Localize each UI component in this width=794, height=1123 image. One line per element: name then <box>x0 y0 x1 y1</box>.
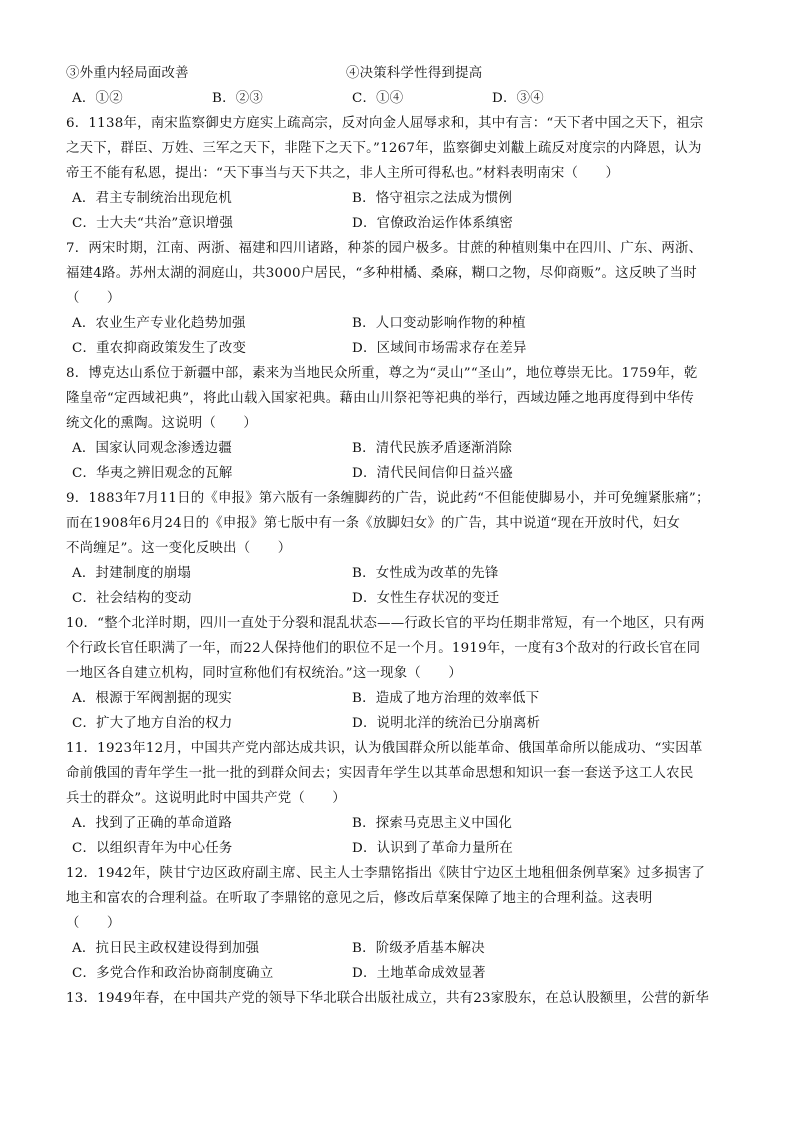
q9-options-row <box>66 586 742 611</box>
q7-stem-line: 7．两宋时期，江南、两浙、福建和四川诸路，种茶的园户极多。甘蔗的种植则集中在四川、广东、两浙、 <box>66 241 703 256</box>
q11-options-row <box>66 811 742 836</box>
q7-option: B．人口变动影响作物的种植 <box>352 316 526 331</box>
q11-option: C．以组织青年为中心任务 <box>72 841 233 856</box>
q6-options-row <box>66 211 742 236</box>
q8-option: D．清代民间信仰日益兴盛 <box>352 466 514 481</box>
q10-stem-line: 10．“整个北洋时期，四川一直处于分裂和混乱状态——行政长官的平均任期非常短，有一个地区，只有两 <box>66 616 705 631</box>
q9-option: D．女性生存状况的变迁 <box>352 591 500 606</box>
q9-stem-line: 9．1883年7月11日的《申报》第六版有一条缠脚药的广告，说此药“不但能使脚易小，并可免缠紧胀痛”； <box>66 491 710 506</box>
q9-options-row <box>66 561 742 586</box>
q8-stem-line: 隆皇帝“定西域祀典”，将此山载入国家祀典。藉由山川祭祀等祀典的举行，西域边陲之地再度得到中华传 <box>66 391 695 406</box>
q6-option: A．君主专制统治出现危机 <box>72 191 232 206</box>
q7-option: D．区域间市场需求存在差异 <box>352 341 527 356</box>
q12-stem-line: （ ） <box>66 916 121 931</box>
q5-choices-row <box>66 86 742 111</box>
q6-stem-line: 6．1138年，南宋监察御史方庭实上疏高宗，反对向金人屈辱求和，其中有言：“天下者中国之天下，祖宗 <box>66 116 704 131</box>
q5-option-3: ③外重内轻局面改善 <box>66 66 189 81</box>
q10-option: A．根源于军阀割据的现实 <box>72 691 232 706</box>
q5-choice-b: B．②③ <box>212 91 264 106</box>
q8-option: C．华夷之辨旧观念的瓦解 <box>72 466 233 481</box>
q8-options-row <box>66 461 742 486</box>
q8-option: B．清代民族矛盾逐渐消除 <box>352 441 513 456</box>
q11-options-row <box>66 836 742 861</box>
q9-stem-line: 而在1908年6月24日的《申报》第七版中有一条《放脚妇女》的广告，其中说道“现在开放时代，妇女 <box>66 516 681 531</box>
q9-stem-line: 不尚缠足”。这一变化反映出（ ） <box>66 541 292 556</box>
q10-option: B．造成了地方治理的效率低下 <box>352 691 540 706</box>
q8-options-row <box>66 436 742 461</box>
q13-stem-line: 13．1949年春，在中国共产党的领导下华北联合出版社成立，共有23家股东，在总认股额里，公营的新华 <box>66 991 710 1006</box>
q11-option: B．探索马克思主义中国化 <box>352 816 513 831</box>
q5-choice-a: A．①② <box>72 91 123 106</box>
q7-option: C．重农抑商政策发生了改变 <box>72 341 247 356</box>
q8-stem-line: 8．博克达山系位于新疆中部，素来为当地民众所重，尊之为“灵山”“圣山”，地位尊崇无比。1759年，乾 <box>66 366 698 381</box>
q12-options-row <box>66 936 742 961</box>
exam-page <box>66 61 742 1011</box>
q10-options-row <box>66 711 742 736</box>
q6-option: B．恪守祖宗之法成为惯例 <box>352 191 513 206</box>
q12-option: A．抗日民主政权建设得到加强 <box>72 941 260 956</box>
q11-stem-line: 兵士的群众”。这说明此时中国共产党（ ） <box>66 791 346 806</box>
q11-option: D．认识到了革命力量所在 <box>352 841 514 856</box>
q9-option: A．封建制度的崩塌 <box>72 566 192 581</box>
q12-option: B．阶级矛盾基本解决 <box>352 941 485 956</box>
q6-option: C．士大夫“共治”意识增强 <box>72 216 234 231</box>
q6-option: D．官僚政治运作体系缜密 <box>352 216 514 231</box>
q10-stem-line: 个行政长官任职满了一年，而22人保持他们的职位不足一个月。1919年，一度有3个敌对的行政长官在同 <box>66 641 701 656</box>
question-list <box>66 111 742 1011</box>
q12-option: D．土地革命成效显著 <box>352 966 486 981</box>
q9-option: B．女性成为改革的先锋 <box>352 566 499 581</box>
q7-stem-line: 福建4路。苏州太湖的洞庭山，共3000户居民，“多种柑橘、桑麻，糊口之物，尽仰商贩”。这反映了当时 <box>66 266 697 281</box>
q10-option: C．扩大了地方自治的权力 <box>72 716 233 731</box>
q6-stem-line: 之天下，群臣、万姓、三军之天下，非陛下之天下。”1267年，监察御史刘黻上疏反对度宗的内降恩，认为 <box>66 141 702 156</box>
q6-stem-line: 帝王不能有私恩，提出：“天下事当与天下共之，非人主所可得私也。”材料表明南宋（ ） <box>66 166 620 181</box>
q12-stem-line: 12．1942年，陕甘宁边区政府副主席、民主人士李鼎铭指出《陕甘宁边区土地租佃条例草案》过多损害了 <box>66 866 706 881</box>
q12-stem-line: 地主和富农的合理利益。在听取了李鼎铭的意见之后，修改后草案保障了地主的合理利益。这表明 <box>66 891 653 906</box>
q6-options-row <box>66 186 742 211</box>
q7-option: A．农业生产专业化趋势加强 <box>72 316 246 331</box>
q8-stem-line: 统文化的熏陶。这说明（ ） <box>66 416 257 431</box>
q12-options-row <box>66 961 742 986</box>
q7-options-row <box>66 311 742 336</box>
q7-options-row <box>66 336 742 361</box>
q5-choice-c: C．①④ <box>352 91 404 106</box>
q11-stem-line: 命前俄国的青年学生一批一批的到群众间去；实因青年学生以其革命思想和知识一套一套送予这工人农民 <box>66 766 694 781</box>
q7-stem-line: （ ） <box>66 291 121 306</box>
q10-option: D．说明北洋的统治已分崩离析 <box>352 716 541 731</box>
q5-choice-d: D．③④ <box>492 91 544 106</box>
q10-stem-line: 一地区各自建立机构，同时宣称他们有权统治。”这一现象（ ） <box>66 666 462 681</box>
q11-stem-line: 11．1923年12月，中国共产党内部达成共识，认为俄国群众所以能革命、俄国革命所以能成功、“实因革 <box>66 741 703 756</box>
q5-options-row <box>66 61 742 86</box>
q9-option: C．社会结构的变动 <box>72 591 192 606</box>
q8-option: A．国家认同观念渗透边疆 <box>72 441 232 456</box>
q12-option: C．多党合作和政治协商制度确立 <box>72 966 274 981</box>
q10-options-row <box>66 686 742 711</box>
q11-option: A．找到了正确的革命道路 <box>72 816 232 831</box>
q5-option-4: ④决策科学性得到提高 <box>346 66 483 81</box>
